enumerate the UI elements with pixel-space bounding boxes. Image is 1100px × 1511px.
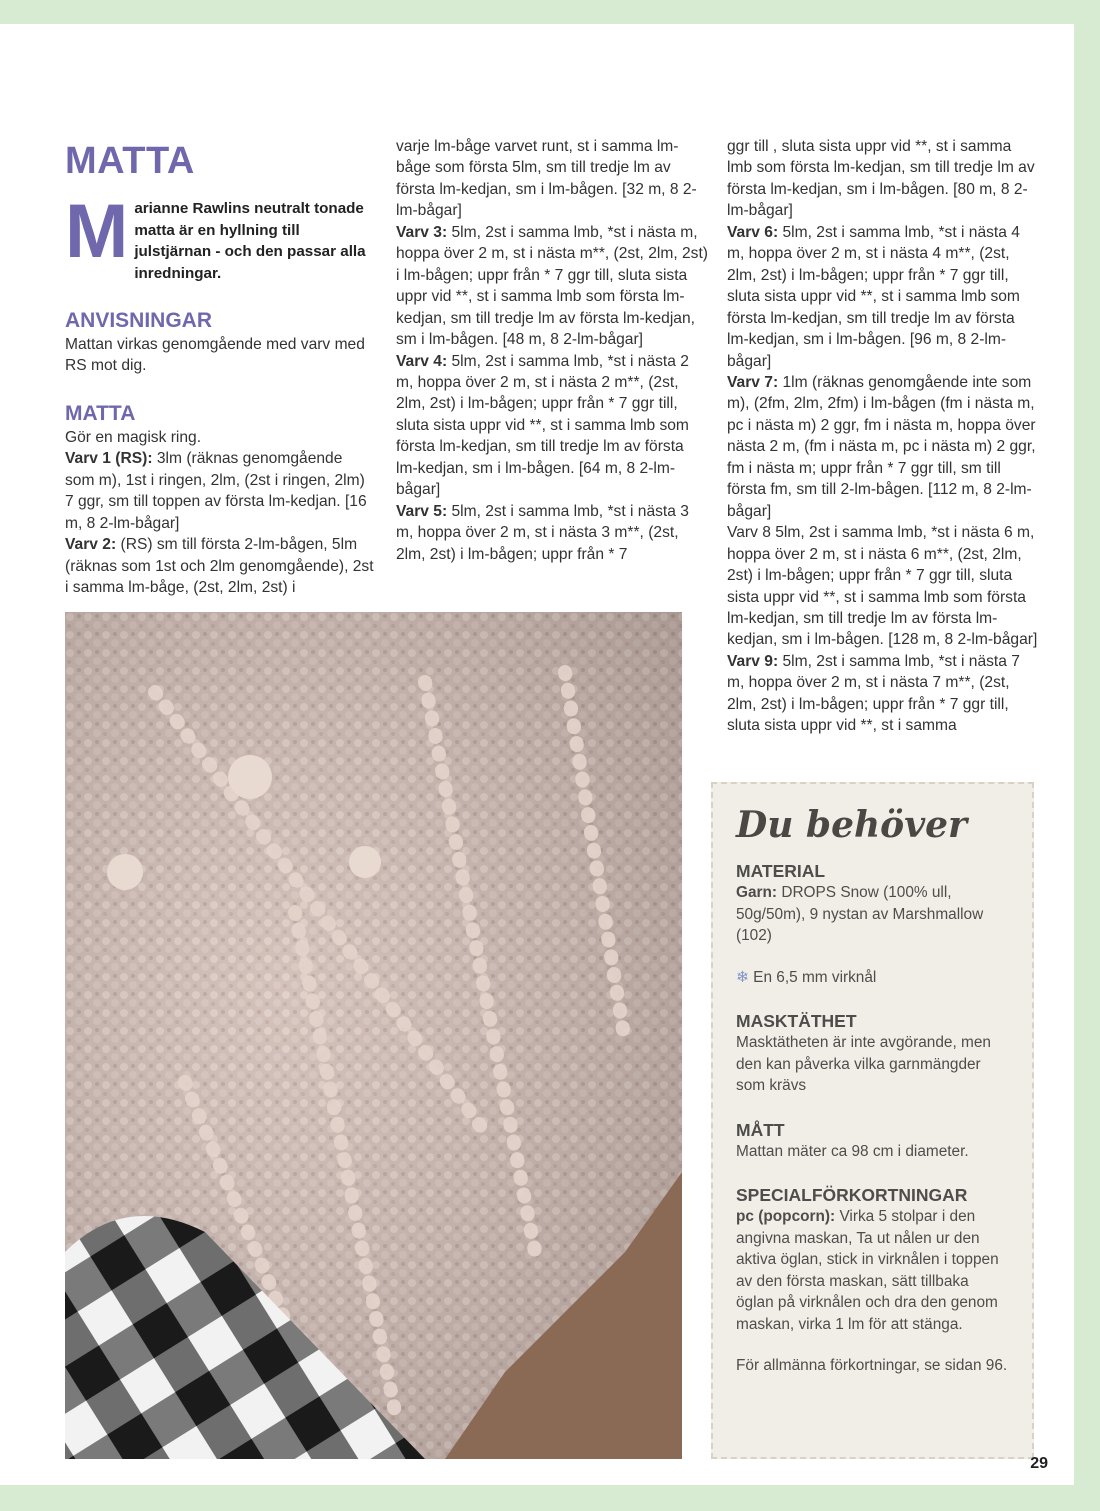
row-2-end: varje lm-båge varvet runt, st i samma lm-båge som första 5lm, sm till tredje lm av första lm-kedjan, sm i lm-bågen. [32 m, 8 2-lm-bågar] bbox=[396, 138, 697, 220]
row-9: Varv 9: 5lm, 2st i samma lmb, *st i nästa 7 m, hoppa över 2 m, st i nästa 7 m**, (2st, 2lm, 2st) i lm-bågen; uppr från * 7 ggr till, sluta sista uppr vid **, st i samma bbox=[727, 652, 1020, 735]
row-1: Varv 1 (RS): 3lm (räknas genomgående som m), 1st i ringen, 2lm, (2st i ringen, 2lm) 7 ggr, sm till toppen av första lm-kedjan. [16 m, 8 2-lm-bågar] bbox=[65, 450, 367, 532]
special-heading: SPECIALFÖRKORTNINGAR bbox=[736, 1185, 968, 1205]
intro-text: arianne Rawlins neutralt tonade matta är en hyllning till julstjärnan - och den passar alla inredningar. bbox=[134, 200, 366, 282]
special-text: pc (popcorn): Virka 5 stolpar i den angivna maskan, Ta ut nålen ur den aktiva öglan, stick in virknålen i toppen av den första maskan, sätt tillbaka öglan på virknålen och dra den genom maskan, virka 1 lm för att stänga. bbox=[736, 1208, 999, 1333]
rug-photo bbox=[65, 612, 682, 1459]
size-heading: MÅTT bbox=[736, 1119, 785, 1140]
yarn-text: Garn: DROPS Snow (100% ull, 50g/50m), 9 nystan av Marshmallow (102) bbox=[736, 884, 984, 944]
size-text: Mattan mäter ca 98 cm i diameter. bbox=[736, 1142, 969, 1160]
column-3 bbox=[727, 136, 1039, 737]
material-heading: MATERIAL bbox=[736, 861, 826, 881]
gauge-heading: MASKTÄTHET bbox=[736, 1011, 857, 1031]
instructions-heading: ANVISNINGAR bbox=[65, 309, 213, 332]
materials-box bbox=[711, 782, 1034, 1459]
row-5-start: Varv 5: 5lm, 2st i samma lmb, *st i nästa 3 m, hoppa över 2 m, st i nästa 3 m**, (2st, 2lm, 2st) i lm-bågen; uppr från * 7 bbox=[396, 502, 689, 563]
row-7: Varv 7: 1lm (räknas genomgående inte som m), (2fm, 2lm, 2fm) i lm-bågen (fm i nästa m, pc i nästa m) 2 ggr, fm i nästa m, hoppa över nästa 2 m, (fm i nästa m, pc i nästa m) 2 ggr, fm i nästa m; uppr från * 7 ggr till, sm till första fm, sm till 2-lm-bågen. [112 m, 8 2-lm-bågar] bbox=[727, 373, 1036, 520]
pattern-heading: MATTA bbox=[65, 401, 136, 425]
rug-illustration bbox=[65, 612, 682, 1459]
hook-text: ❄ En 6,5 mm virknål bbox=[736, 968, 877, 986]
general-abbreviations: För allmänna förkortningar, se sidan 96. bbox=[736, 1357, 1008, 1374]
drop-cap: M bbox=[65, 189, 129, 274]
row-5-end: ggr till , sluta sista uppr vid **, st i samma lmb som första lm-kedjan, sm till tredje lm av första lm-kedjan, sm i lm-bågen. [80 m, 8 2-lm-bågar] bbox=[727, 138, 1035, 220]
column-1 bbox=[65, 136, 375, 599]
materials-title: Du behöver bbox=[736, 804, 967, 846]
row-6: Varv 6: 5lm, 2st i samma lmb, *st i nästa 4 m, hoppa över 2 m, st i nästa 4 m**, (2st, 2lm, 2st) i lm-bågen; uppr från * 7 ggr till, sluta sista uppr vid **, st i samma lmb som första lm-kedjan, sm till tredje lm av första lm-kedjan, sm i lm-bågen. [96 m, 8 2-lm-bågar] bbox=[727, 223, 1020, 370]
snowflake-icon: ❄ bbox=[736, 968, 749, 986]
magazine-page bbox=[0, 24, 1074, 1485]
row-2-start: Varv 2: (RS) sm till första 2-lm-bågen, 5lm (räknas som 1st och 2lm genomgående), 2st i samma lm-båge, (2st, 2lm, 2st) i bbox=[65, 536, 374, 597]
column-2 bbox=[396, 136, 708, 565]
row-3: Varv 3: 5lm, 2st i samma lmb, *st i nästa m, hoppa över 2 m, st i nästa m**, (2st, 2lm, 2st) i lm-bågen; uppr från * 7 ggr till, sluta sista uppr vid **, st i samma lmb som första lm-kedjan, sm till tredje lm av första lm-kedjan, sm i lm-bågen. [48 m, 8 2-lm-bågar] bbox=[396, 223, 708, 349]
row-8: Varv 8 5lm, 2st i samma lmb, *st i nästa 6 m, hoppa över 2 m, st i nästa 6 m**, (2st, 2lm, 2st) i lm-bågen; uppr från * 7 ggr till, sluta sista uppr vid **, st i samma lmb som första lm-kedjan, sm till tredje lm av första lm-kedjan, sm i lm-bågen. [128 m, 8 2-lm-bågar] bbox=[727, 524, 1038, 649]
row-4: Varv 4: 5lm, 2st i samma lmb, *st i nästa 2 m, hoppa över 2 m, st i nästa 2 m**, (2st, 2lm, 2st) i lm-bågen; uppr från * 7 ggr till, sluta sista uppr vid **, st i samma lmb som första lm-kedjan, sm till tredje lm av första lm-kedjan, sm i lm-bågen. [64 m, 8 2-lm-bågar] bbox=[396, 352, 689, 499]
gauge-text: Masktätheten är inte avgörande, men den kan påverka vilka garnmängder som krävs bbox=[736, 1034, 991, 1094]
page-title: MATTA bbox=[65, 140, 195, 182]
page-number: 29 bbox=[1030, 1455, 1048, 1472]
instructions-text: Mattan virkas genomgående med varv med RS mot dig. bbox=[65, 336, 365, 375]
pattern-intro: Gör en magisk ring. bbox=[65, 428, 202, 446]
intro-paragraph bbox=[65, 189, 375, 284]
